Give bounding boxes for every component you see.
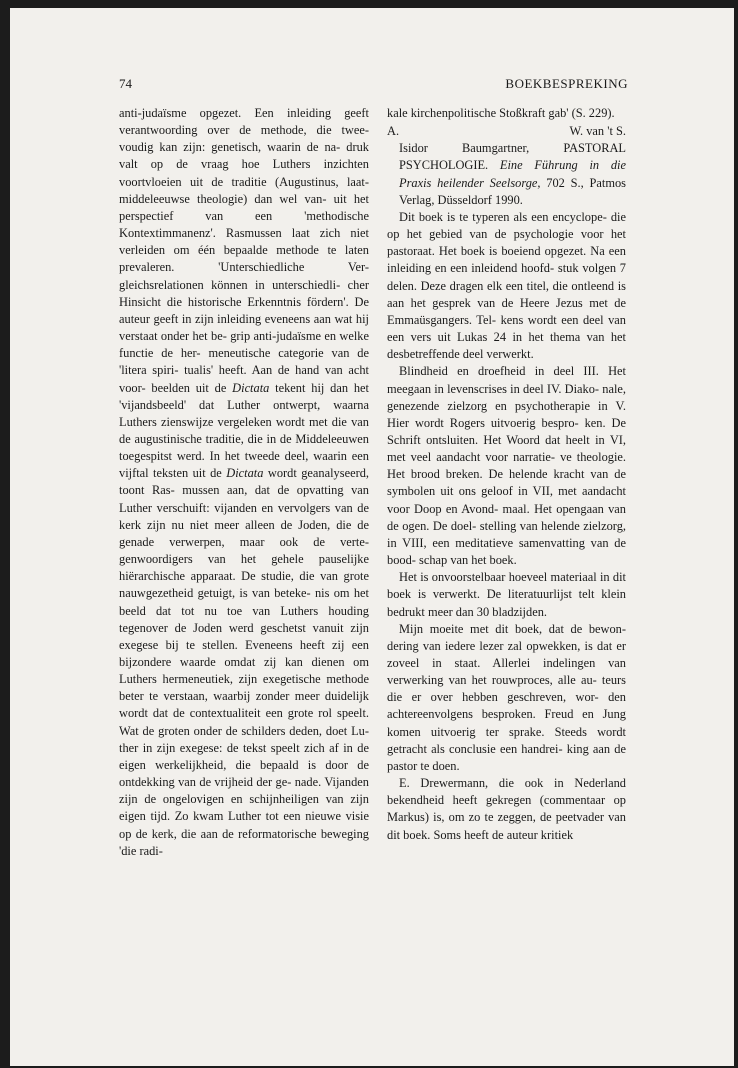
title-italic: Dictata (232, 380, 270, 395)
signature-place: A. (387, 124, 400, 139)
review-paragraph-5: E. Drewermann, die ook in Nederland bekendheid heeft gekregen (commentaar op Markus) is, om zo te zeggen, de peetvader van dit boek. Soms heeft de auteur kritiek (387, 776, 626, 842)
title-italic: Dictata (226, 466, 264, 481)
page-number: 74 (119, 76, 132, 91)
book-citation: Isidor Baumgartner, PASTORAL PSYCHOLOGIE. Eine Führung in die Praxis heilender Seelsorge, 702 S., Patmos Verlag, Düsseldorf 1990. (399, 141, 626, 207)
running-title: BOEKBESPREKING (505, 76, 628, 91)
reviewer-signature (387, 123, 626, 140)
review-paragraph-4: Mijn moeite met dit boek, dat de bewon- dering van iedere lezer zal opwekken, is dat er zoveel in staat. Allerlei indelingen van verwerking van het rouwproces, alle au- teurs die er over hebben geschreven, wor- den achtereenvolgens besproken. Freud en Jung komen uitvoerig ter sprake. Steeds wordt getracht als conclusie een handrei- king aan de pastor te doen. (387, 621, 626, 773)
review-paragraph-3: Het is onvoorstelbaar hoeveel materiaal in dit boek is verwerkt. De literatuurlijst telt klein bedrukt meer dan 30 bladzijden. (387, 570, 626, 619)
signature-name: W. van 't S. (569, 124, 626, 139)
review-paragraph-2: Blindheid en droefheid in deel III. Het meegaan in levenscrises in deel IV. Diako- nale, genezende zielzorg en psychotherapie in V. Hier wordt Rogers uitvoerig bespro- ken. De Schrift ontsluiten. Het Woord dat heelt in VI, met veel aandacht voor narratie- ve theologie. Het brood breken. De helende kracht van de symbolen uit ons geloof in VII, met aandacht voor Doop en Avond- maal. Het opengaan van de ogen. De doel- stelling van helende zielzorg, in VIII, een meditatieve samenvatting van de bood- schap van het boek. (387, 364, 626, 568)
review-continuation: kale kirchenpolitische Stoßkraft gab' (S. 229). (387, 106, 615, 120)
review-paragraph-1: Dit boek is te typeren als een encyclope- die op het gebied van de psychologie voor het pastoraat. Het boek is boeiend opgezet. Na een inleiding en een inleidend hoofd- stuk volgen 7 delen. Deze dragen elk een titel, die ontleend is aan het gesprek van de Heere Jezus met de Emmaüsgangers. Tel- kens wordt een deel van een vers uit Lukas 24 in het thema van het desbetreffende deel verwerkt. (387, 209, 626, 362)
left-column (119, 105, 369, 860)
book-subtitle: Eine Führung in die Praxis heilender Seelsorge, (399, 158, 626, 190)
review-body-paragraph: anti-judaïsme opgezet. Een inleiding geeft verantwoording over de methode, die twee- voudig kan zijn: genetisch, waarin de na- druk valt op de vraag hoe Luthers inzichten voortvloeien uit de traditie (Augustinus, laat-middeleeuwse theologie) dan wel van- uit het perspectief van een 'methodische Kontextimmanenz'. Rasmussen laat zich niet verleiden om één bepaalde methode te laten prevaleren. 'Unterschiedliche Ver- gleichsrelationen können in unterschiedli- cher Hinsicht die historische Erkenntnis fördern'. De auteur geeft in zijn inleiding eveneens aan wat hij verstaat onder het be- grip anti-judaïsme en welke functie de her- meneutische categorie van de 'litera spiri- tualis' heeft. Aan de hand van acht voor- beelden uit de Dictata tekent hij dan het 'vijandsbeeld' dat Luther ontwerpt, waarna Luthers zienswijze vergeleken wordt met die van de augustinische traditie, die in de Middeleeuwen toegespitst werd. In het tweede deel, waarin een vijftal teksten uit de Dictata wordt geanalyseerd, toont Ras- mussen aan, dat de opvatting van Luther verschuift: vijanden en vervolgers van de kerk zijn nu niet meer alleen de Joden, die de genade verwerpen, maar ook de verte- genwoordigers van het gehele pauselijke hiërarchische apparaat. De studie, die van grote nauwgezetheid getuigt, is van beteke- nis om het beeld dat tot nu toe van Luthers houding tegenover de Joden werd geschetst vanuit zijn exegese bij te stellen. Eveneens heeft zij een bijzondere waarde omdat zij kan dienen om Luthers hermeneutiek, zijn exegetische methode beter te verstaan, waarbij zonder meer duidelijk wordt dat de contextualiteit een grote rol speelt. Wat de groten onder de schilders deden, doet Lu- ther in zijn exegese: de tekst speelt zich af in de eigen werkelijkheid, die bepaald is door de ontdekking van de vrijheid der ge- nade. Vijanden zijn de ongelovigen en schijnheiligen van zijn eigen tijd. Zo kwam Luther tot een nieuwe visie op de kerk, die aan de reformatorische beweging 'die radi- (119, 106, 369, 858)
right-column (387, 105, 626, 844)
